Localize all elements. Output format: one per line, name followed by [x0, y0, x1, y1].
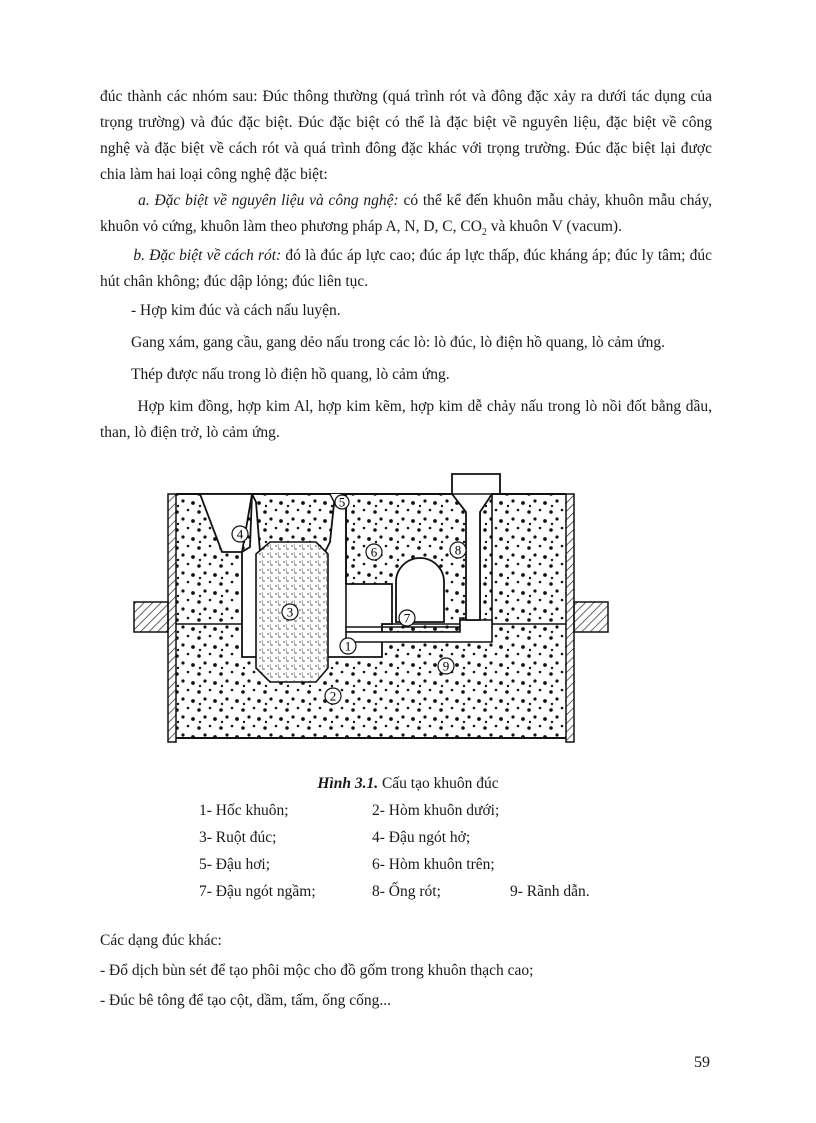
callout-9: 9 — [442, 658, 450, 674]
paragraph-a-text-2: và khuôn V (vacum). — [486, 218, 622, 235]
legend-item-1: 1- Hốc khuôn; — [199, 802, 289, 819]
paragraph-a — [100, 188, 712, 246]
paragraph-intro: đúc thành các nhóm sau: Đúc thông thường (quá trình rót và đông đặc xảy ra dưới tác dụng của trọng trường) và đúc đặc biệt. Đúc đặc biệt có thể là đặc biệt về nguyên liệu, đặc biệt về công nghệ và đặc biệt về cách rót và quá trình đông đặc khác với trọng trường. Đúc đặc biệt lại được chia làm hai loại công nghệ đặc biệt: — [100, 88, 712, 183]
figure-title: Cấu tạo khuôn đúc — [378, 775, 499, 792]
callout-1: 1 — [344, 638, 352, 654]
legend-item-6: 6- Hòm khuôn trên; — [372, 856, 495, 873]
casting-mold-figure — [130, 472, 612, 744]
other-item-1: - Đổ dịch bùn sét để tạo phôi mộc cho đồ gốm trong khuôn thạch cao; — [100, 962, 534, 979]
paragraph-b-text: đó là đúc áp lực cao; đúc áp lực thấp, đúc kháng áp; đúc ly tâm; đúc hút chân không; đúc dập lỏng; đúc liên tục. — [100, 247, 712, 290]
paragraph-gang — [100, 330, 712, 356]
right-flask-pin — [574, 602, 608, 632]
callout-8: 8 — [454, 542, 462, 558]
paragraph-gang-text: Gang xám, gang cầu, gang dẻo nấu trong các lò: lò đúc, lò điện hồ quang, lò cảm ứng. — [131, 334, 665, 351]
paragraph-b-label: b. Đặc biệt về cách rót: — [133, 247, 282, 264]
callout-5: 5 — [338, 494, 346, 510]
legend-item-5: 5- Đậu hơi; — [199, 856, 271, 873]
callout-3: 3 — [286, 604, 294, 620]
left-flask-pin — [134, 602, 168, 632]
legend-item-7: 7- Đậu ngót ngầm; — [199, 883, 316, 900]
figure-caption — [0, 775, 816, 793]
legend-item-2: 2- Hòm khuôn dưới; — [372, 802, 500, 819]
legend-item-3: 3- Ruột đúc; — [199, 829, 277, 846]
page-number: 59 — [694, 1054, 710, 1071]
paragraph-thep-text: Thép được nấu trong lò điện hồ quang, lò cảm ứng. — [131, 366, 450, 383]
legend-item-9: 9- Rãnh dẫn. — [510, 883, 590, 900]
other-item-2: - Đúc bê tông để tạo cột, dầm, tấm, ống cống... — [100, 992, 391, 1009]
other-heading: Các dạng đúc khác: — [100, 932, 222, 949]
paragraph-hopkim — [100, 394, 712, 446]
paragraph-a-text-1: có thể kể đến khuôn mẫu chảy, khuôn mẫu cháy, khuôn vỏ cứng, khuôn làm theo phương pháp A, N, D, C, CO — [100, 192, 712, 235]
callout-6: 6 — [370, 544, 378, 560]
paragraph-alloy-text: - Hợp kim đúc và cách nấu luyện. — [131, 302, 341, 319]
paragraph-hopkim-text: Hợp kim đồng, hợp kim Al, hợp kim kẽm, hợp kim dễ chảy nấu trong lò nồi đốt bằng dầu, than, lò điện trở, lò cảm ứng. — [100, 398, 713, 441]
paragraph-alloy — [100, 298, 712, 324]
paragraph-a-label: a. Đặc biệt về nguyên liệu và công nghệ: — [138, 192, 399, 209]
legend-item-8: 8- Ống rót; — [372, 883, 441, 900]
legend-item-4: 4- Đậu ngót hở; — [372, 829, 471, 846]
paragraph-b — [100, 243, 712, 295]
casting-mold-diagram — [130, 472, 612, 744]
callout-7: 7 — [403, 610, 411, 626]
paragraph-thep — [100, 362, 712, 388]
figure-number: Hình 3.1. — [317, 775, 379, 792]
paragraph-a-subscript: 2 — [481, 227, 487, 239]
callout-4: 4 — [236, 526, 244, 542]
callout-2: 2 — [329, 688, 337, 704]
right-flask-wall — [566, 494, 574, 742]
left-flask-wall — [168, 494, 176, 742]
